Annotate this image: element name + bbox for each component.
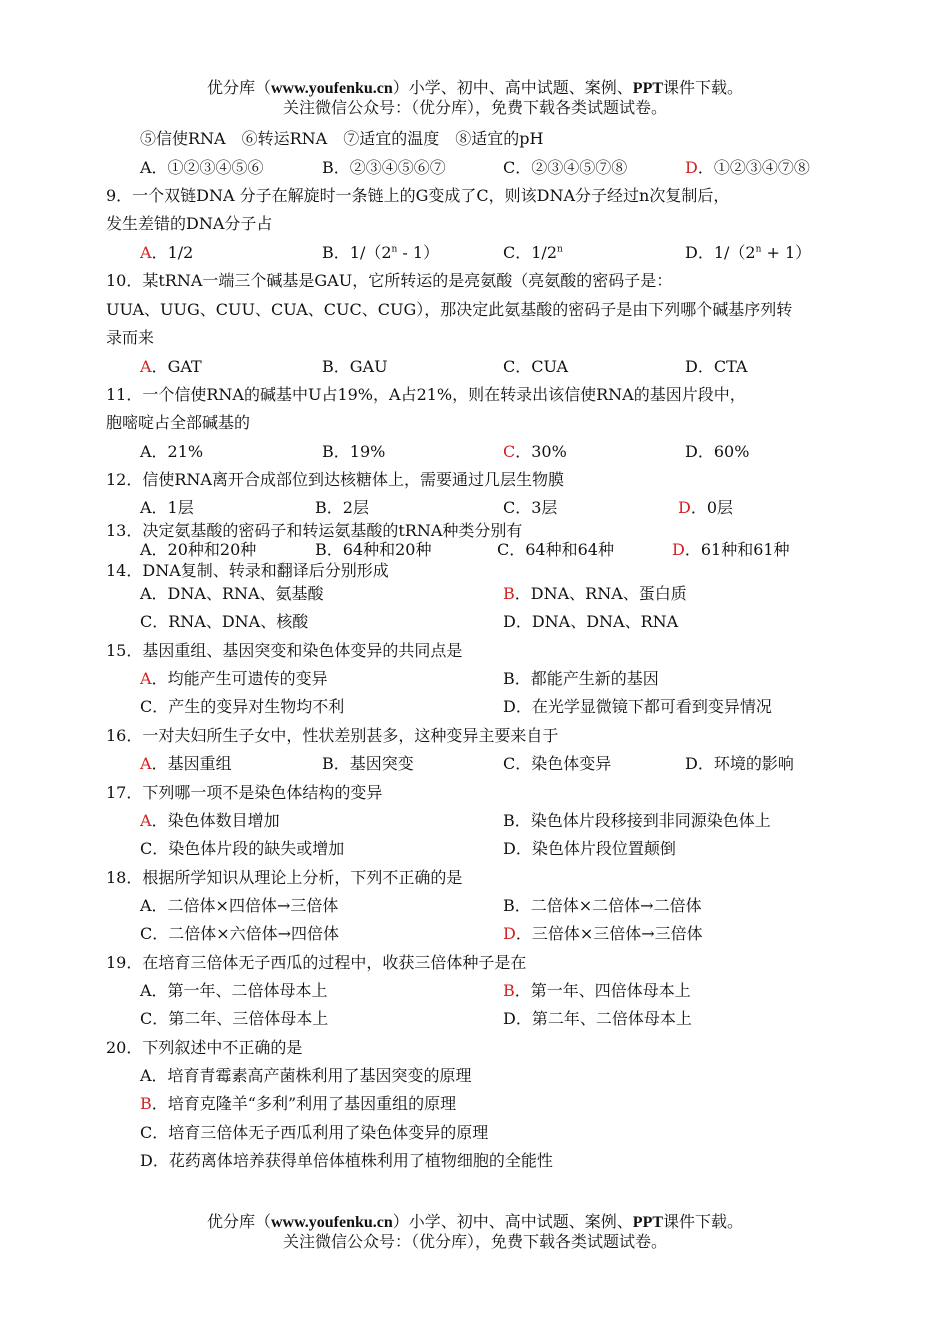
q11-stem-2: 胞嘧啶占全部碱基的 xyxy=(106,413,251,432)
page-footer-line2: 关注微信公众号：（优分库），免费下载各类试题试卷。 xyxy=(282,1232,667,1251)
answer-mark: D xyxy=(678,498,691,517)
q13-option-b: B．64种和20种 xyxy=(315,540,432,559)
q8-items: ⑤信使RNA ⑥转运RNA ⑦适宜的温度 ⑧适宜的pH xyxy=(140,129,544,148)
q9-option-c: C．1/2$^n$ xyxy=(503,243,563,262)
answer-mark: D xyxy=(685,158,698,177)
q8-option-c: C．②③④⑤⑦⑧ xyxy=(503,158,628,177)
q16-option-a: A．基因重组 xyxy=(140,754,232,773)
answer-mark: D xyxy=(503,924,516,943)
q14-stem: 14．DNA复制、转录和翻译后分别形成 xyxy=(106,561,389,580)
footer-url: www.youfenku.cn xyxy=(270,1214,393,1231)
q15-option-a: A．均能产生可遗传的变异 xyxy=(140,669,328,688)
q10-option-b: B．GAU xyxy=(322,357,388,376)
page-footer-line1: 优分库（www.youfenku.cn）小学、初中、高中试题、案例、PPT课件下载。 xyxy=(206,1212,744,1231)
q12-option-a: A．1层 xyxy=(140,498,194,517)
q11-option-b: B．19% xyxy=(322,442,386,461)
q16-stem: 16．一对夫妇所生子女中，性状差别甚多，这种变异主要来自于 xyxy=(106,726,559,745)
q9-stem-2: 发生差错的DNA分子占 xyxy=(106,214,273,233)
q15-option-c: C．产生的变异对生物均不利 xyxy=(140,697,345,716)
q8-option-d: D．①②③④⑦⑧ xyxy=(685,158,810,177)
q15-stem: 15．基因重组、基因突变和染色体变异的共同点是 xyxy=(106,641,463,660)
q20-option-c: C．培育三倍体无子西瓜利用了染色体变异的原理 xyxy=(140,1123,489,1142)
answer-mark: B xyxy=(503,981,515,1000)
q19-option-b: B．第一年、四倍体母本上 xyxy=(503,981,691,1000)
q16-option-b: B．基因突变 xyxy=(322,754,414,773)
q8-option-a: A．①②③④⑤⑥ xyxy=(140,158,264,177)
q14-option-a: A．DNA、RNA、氨基酸 xyxy=(140,584,324,603)
answer-mark: A xyxy=(140,669,152,688)
q20-option-b: B．培育克隆羊“多利”利用了基因重组的原理 xyxy=(140,1094,457,1113)
q17-option-b: B．染色体片段移接到非同源染色体上 xyxy=(503,811,771,830)
answer-mark: A xyxy=(140,243,152,262)
q13-option-d: D．61种和61种 xyxy=(672,540,790,559)
q20-option-d: D．花药离体培养获得单倍体植株利用了植物细胞的全能性 xyxy=(140,1151,553,1170)
q10-stem-1: 10．某tRNA一端三个碱基是GAU，它所转运的是亮氨酸（亮氨酸的密码子是： xyxy=(106,271,673,290)
page-header-line2: 关注微信公众号：（优分库），免费下载各类试题试卷。 xyxy=(282,98,667,117)
answer-mark: B xyxy=(140,1094,152,1113)
q18-option-c: C．二倍体×六倍体→四倍体 xyxy=(140,924,340,943)
q10-option-c: C．CUA xyxy=(503,357,569,376)
q19-option-c: C．第二年、三倍体母本上 xyxy=(140,1009,329,1028)
q19-stem: 19．在培育三倍体无子西瓜的过程中，收获三倍体种子是在 xyxy=(106,953,527,972)
q15-option-d: D．在光学显微镜下都可看到变异情况 xyxy=(503,697,772,716)
q10-stem-3: 录而来 xyxy=(106,328,155,347)
q12-option-c: C．3层 xyxy=(503,498,558,517)
q9-option-b: B．1/（2$^n$ - 1） xyxy=(322,243,440,262)
q10-stem-2: UUA、UUG、CUU、CUA、CUC、CUG），那决定此氨基酸的密码子是由下列哪个碱基序列转 xyxy=(106,300,793,319)
q12-stem: 12．信使RNA离开合成部位到达核糖体上，需要通过几层生物膜 xyxy=(106,470,564,489)
answer-mark: D xyxy=(672,540,685,559)
answer-mark: B xyxy=(503,584,515,603)
q13-option-c: C．64种和64种 xyxy=(497,540,614,559)
answer-mark: C xyxy=(503,442,516,461)
q17-option-a: A．染色体数目增加 xyxy=(140,811,280,830)
q19-option-d: D．第二年、二倍体母本上 xyxy=(503,1009,692,1028)
q17-option-c: C．染色体片段的缺失或增加 xyxy=(140,839,345,858)
answer-mark: A xyxy=(140,811,152,830)
q11-option-c: C．30% xyxy=(503,442,567,461)
q20-option-a: A．培育青霉素高产菌株利用了基因突变的原理 xyxy=(140,1066,472,1085)
q11-stem-1: 11．一个信使RNA的碱基中U占19%，A占21%，则在转录出该信使RNA的基因片段中， xyxy=(106,385,746,404)
q20-stem: 20．下列叙述中不正确的是 xyxy=(106,1038,303,1057)
q10-option-a: A．GAT xyxy=(140,357,202,376)
q11-option-d: D．60% xyxy=(685,442,750,461)
q13-stem: 13．决定氨基酸的密码子和转运氨基酸的tRNA种类分别有 xyxy=(106,521,523,540)
q18-option-b: B．二倍体×二倍体→二倍体 xyxy=(503,896,702,915)
q8-option-b: B．②③④⑤⑥⑦ xyxy=(322,158,446,177)
q18-option-d: D．三倍体×三倍体→三倍体 xyxy=(503,924,703,943)
q9-stem-1: 9．一个双链DNA 分子在解旋时一条链上的G变成了C，则该DNA分子经过n次复制后， xyxy=(106,186,730,205)
q19-option-a: A．第一年、二倍体母本上 xyxy=(140,981,328,1000)
q9-option-a: A．1/2 xyxy=(140,243,194,262)
answer-mark: A xyxy=(140,754,152,773)
q9-option-d: D．$1/(2^n + 1)$ xyxy=(685,243,812,262)
q17-option-d: D．染色体片段位置颠倒 xyxy=(503,839,676,858)
q15-option-b: B．都能产生新的基因 xyxy=(503,669,659,688)
q12-option-d: D．0层 xyxy=(678,498,734,517)
q18-stem: 18．根据所学知识从理论上分析，下列不正确的是 xyxy=(106,868,463,887)
page-header-line1: 优分库（www.youfenku.cn）小学、初中、高中试题、案例、PPT课件下载。 xyxy=(206,78,744,97)
q12-option-b: B．2层 xyxy=(315,498,369,517)
q14-option-b: B．DNA、RNA、蛋白质 xyxy=(503,584,687,603)
q17-stem: 17．下列哪一项不是染色体结构的变异 xyxy=(106,783,383,802)
header-url: www.youfenku.cn xyxy=(270,80,393,97)
q10-option-d: D．CTA xyxy=(685,357,748,376)
q13-option-a: A．20种和20种 xyxy=(140,540,257,559)
q18-option-a: A．二倍体×四倍体→三倍体 xyxy=(140,896,339,915)
q14-option-c: C．RNA、DNA、核酸 xyxy=(140,612,309,631)
q16-option-d: D．环境的影响 xyxy=(685,754,794,773)
q11-option-a: A．21% xyxy=(140,442,204,461)
q16-option-c: C．染色体变异 xyxy=(503,754,612,773)
q14-option-d: D．DNA、DNA、RNA xyxy=(503,612,679,631)
answer-mark: A xyxy=(140,357,152,376)
